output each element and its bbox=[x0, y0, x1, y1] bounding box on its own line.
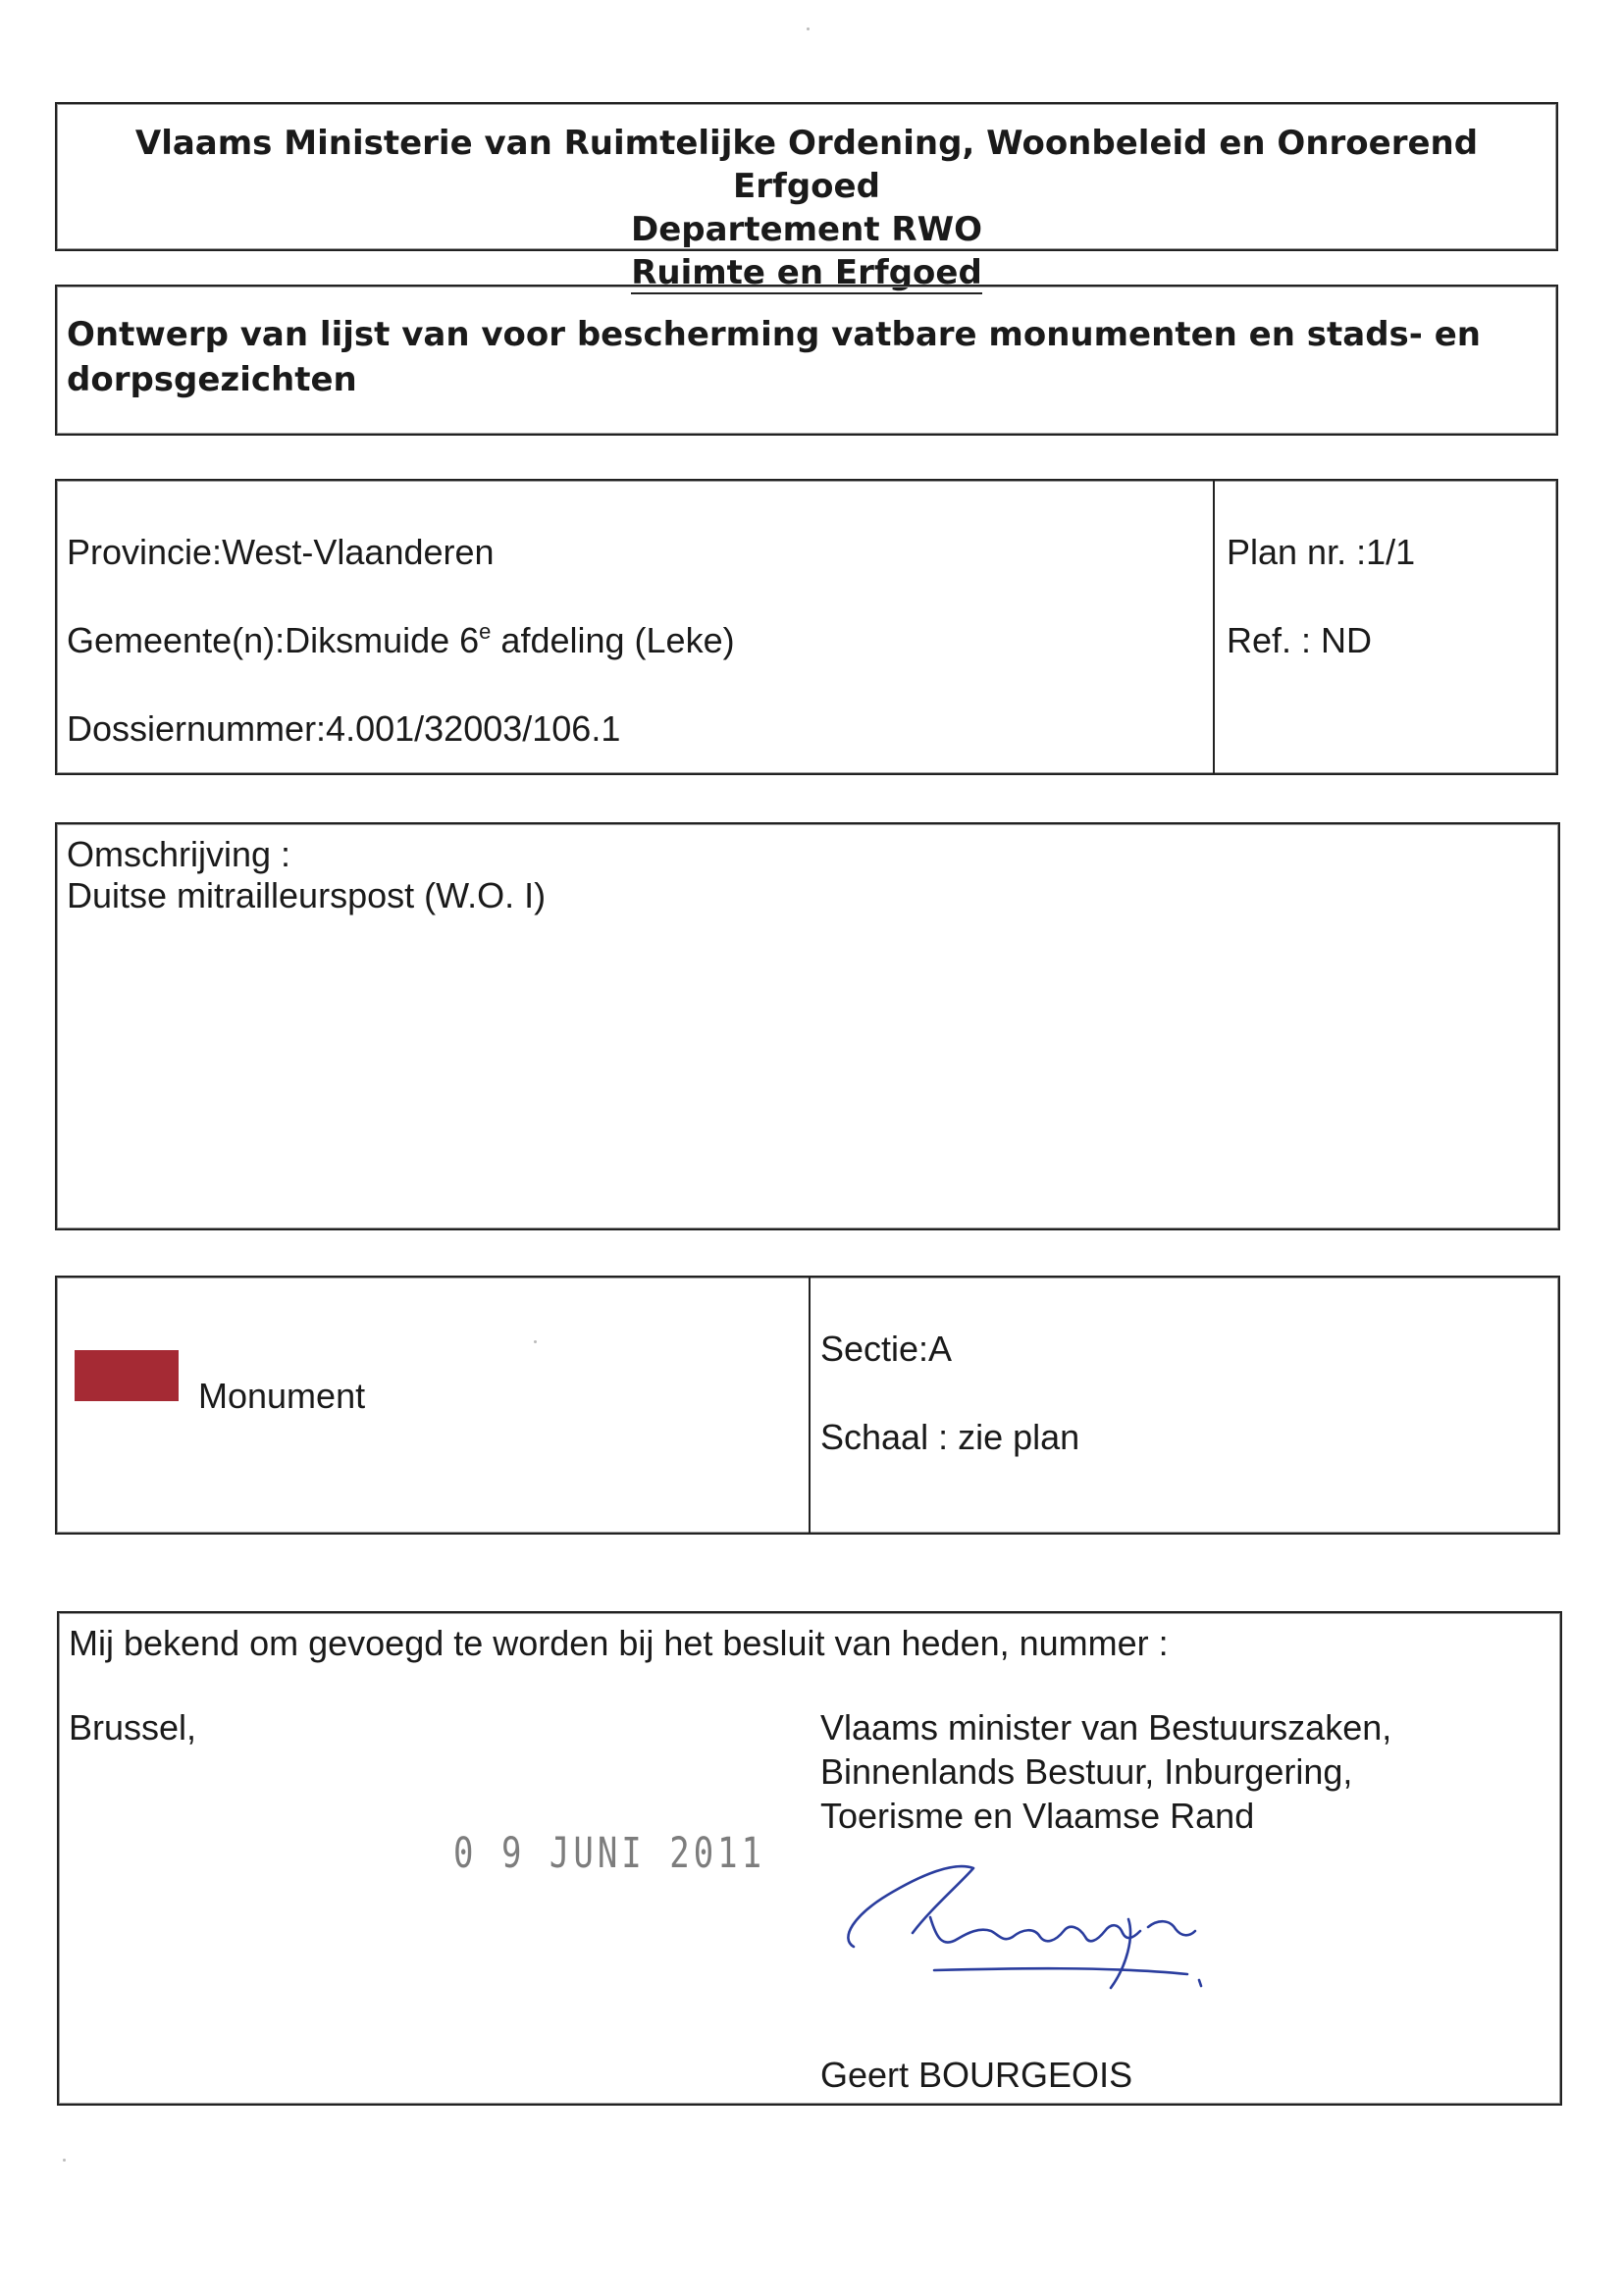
legend-box bbox=[55, 1276, 1560, 1535]
document-title: Ontwerp van lijst van voor bescherming vatbare monumenten en stads- en dorpsgezichten bbox=[55, 285, 1558, 436]
sectie-field: Sectie:A bbox=[820, 1329, 953, 1369]
scan-speck bbox=[807, 27, 810, 30]
signer-name: Geert BOURGEOIS bbox=[820, 2055, 1133, 2095]
reference-field: Ref. : ND bbox=[1227, 620, 1373, 660]
minister-title-line-1: Vlaams minister van Bestuurszaken, bbox=[820, 1707, 1392, 1748]
gemeente-field: Gemeente(n):Diksmuide 6e afdeling (Leke) bbox=[67, 619, 735, 660]
date-stamp: 0 9 JUNI 2011 bbox=[453, 1829, 766, 1878]
schaal-field: Schaal : zie plan bbox=[820, 1417, 1080, 1457]
division-name: Ruimte en Erfgoed bbox=[631, 253, 982, 292]
department-name: Departement RWO bbox=[630, 210, 982, 249]
scan-speck bbox=[63, 2159, 66, 2162]
minister-title-line-2: Binnenlands Bestuur, Inburgering, bbox=[820, 1751, 1353, 1792]
ministry-header bbox=[55, 102, 1558, 292]
column-divider bbox=[1213, 481, 1215, 773]
location-info-box bbox=[55, 479, 1558, 775]
description-value: Duitse mitrailleurspost (W.O. I) bbox=[67, 875, 547, 915]
description-label: Omschrijving : bbox=[67, 834, 291, 874]
approval-statement: Mij bekend om gevoegd te worden bij het besluit van heden, nummer : bbox=[69, 1623, 1169, 1663]
minister-title-line-3: Toerisme en Vlaamse Rand bbox=[820, 1796, 1255, 1836]
provincie-field: Provincie:West-Vlaanderen bbox=[67, 532, 495, 572]
approval-box bbox=[57, 1611, 1562, 2106]
ministry-name: Vlaams Ministerie van Ruimtelijke Ordening, Woonbeleid en Onroerend Erfgoed bbox=[134, 124, 1479, 206]
column-divider bbox=[809, 1278, 811, 1533]
dossier-number-field: Dossiernummer:4.001/32003/106.1 bbox=[67, 708, 621, 749]
place-field: Brussel, bbox=[69, 1707, 197, 1748]
scan-speck bbox=[534, 1340, 537, 1343]
monument-color-swatch bbox=[75, 1350, 179, 1401]
description-box bbox=[55, 822, 1560, 1230]
handwritten-signature bbox=[834, 1858, 1227, 2006]
plan-number-field: Plan nr. :1/1 bbox=[1227, 532, 1416, 572]
legend-label-monument: Monument bbox=[198, 1376, 366, 1416]
